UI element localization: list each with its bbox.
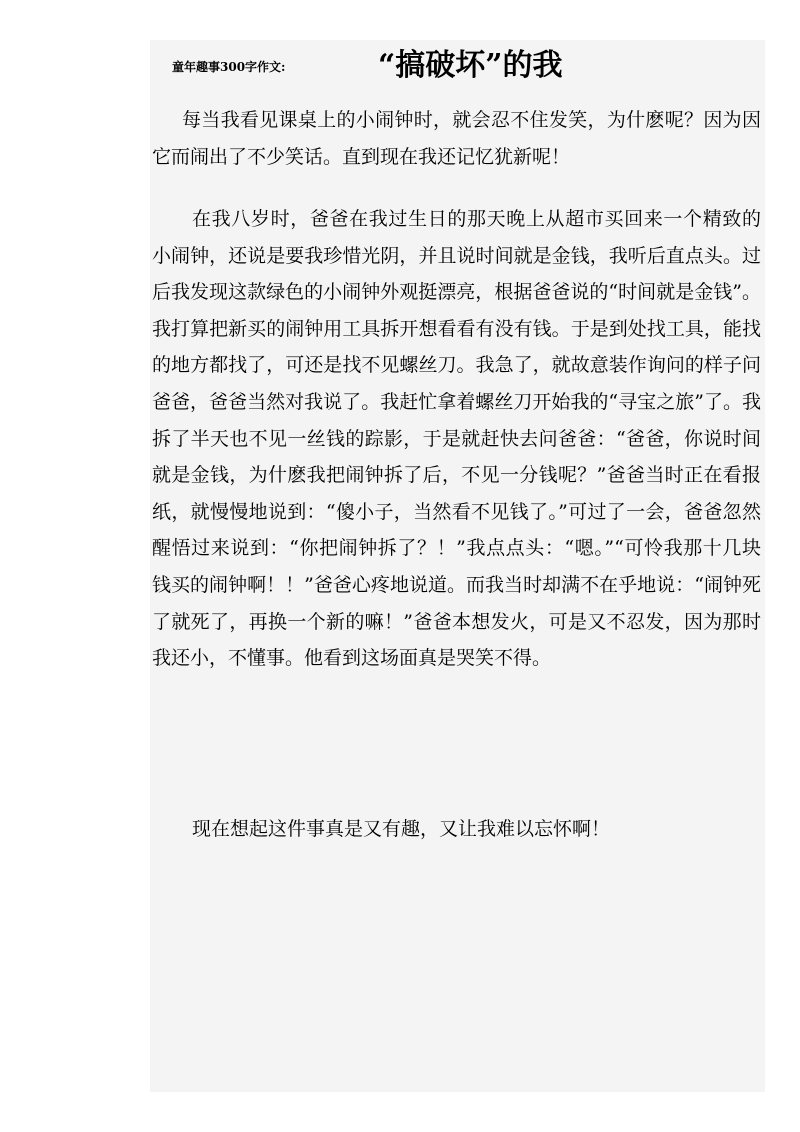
essay-category-label: 童年趣事300字作文: bbox=[172, 60, 286, 74]
paragraph-story: 在我八岁时，爸爸在我过生日的那天晚上从超市买回来一个精致的小闹钟，还说是要我珍惜光阴，并且说时间就是金钱，我听后直点头。过后我发现这款绿色的小闹钟外观挺漂亮，根据爸爸说的“时间就是金钱”。我打算把新买的闹钟用工具拆开想看看有没有钱。于是到处找工具，能找的地方都找了，可还是找不见螺丝刀。我急了，就故意装作询问的样子问爸爸，爸爸当然对我说了。我赶忙拿着螺丝刀开始我的“寻宝之旅”了。我拆了半天也不见一丝钱的踪影，于是就赶快去问爸爸：“爸爸，你说时间就是金钱，为什麽我把闹钟拆了后，不见一分钱呢？”爸爸当时正在看报纸，就慢慢地说到：“傻小子，当然看不见钱了。”可过了一会，爸爸忽然醒悟过来说到：“你把闹钟拆了？！”我点点头：“嗯。”“可怜我那十几块钱买的闹钟啊！！”爸爸心疼地说道。而我当时却满不在乎地说：“闹钟死了就死了，再换一个新的嘛！”爸爸本想发火，可是又不忍发，因为那时我还小，不懂事。他看到这场面真是哭笑不得。 bbox=[152, 208, 761, 670]
paragraph-conclusion: 现在想起这件事真是又有趣，又让我难以忘怀啊！ bbox=[192, 818, 611, 840]
essay-title: “搞破坏”的我 bbox=[378, 48, 563, 83]
paragraph-intro: 每当我看见课桌上的小闹钟时，就会忍不住发笑，为什麽呢？因为因它而闹出了不少笑话。直到现在我还记忆犹新呢！ bbox=[152, 109, 761, 168]
